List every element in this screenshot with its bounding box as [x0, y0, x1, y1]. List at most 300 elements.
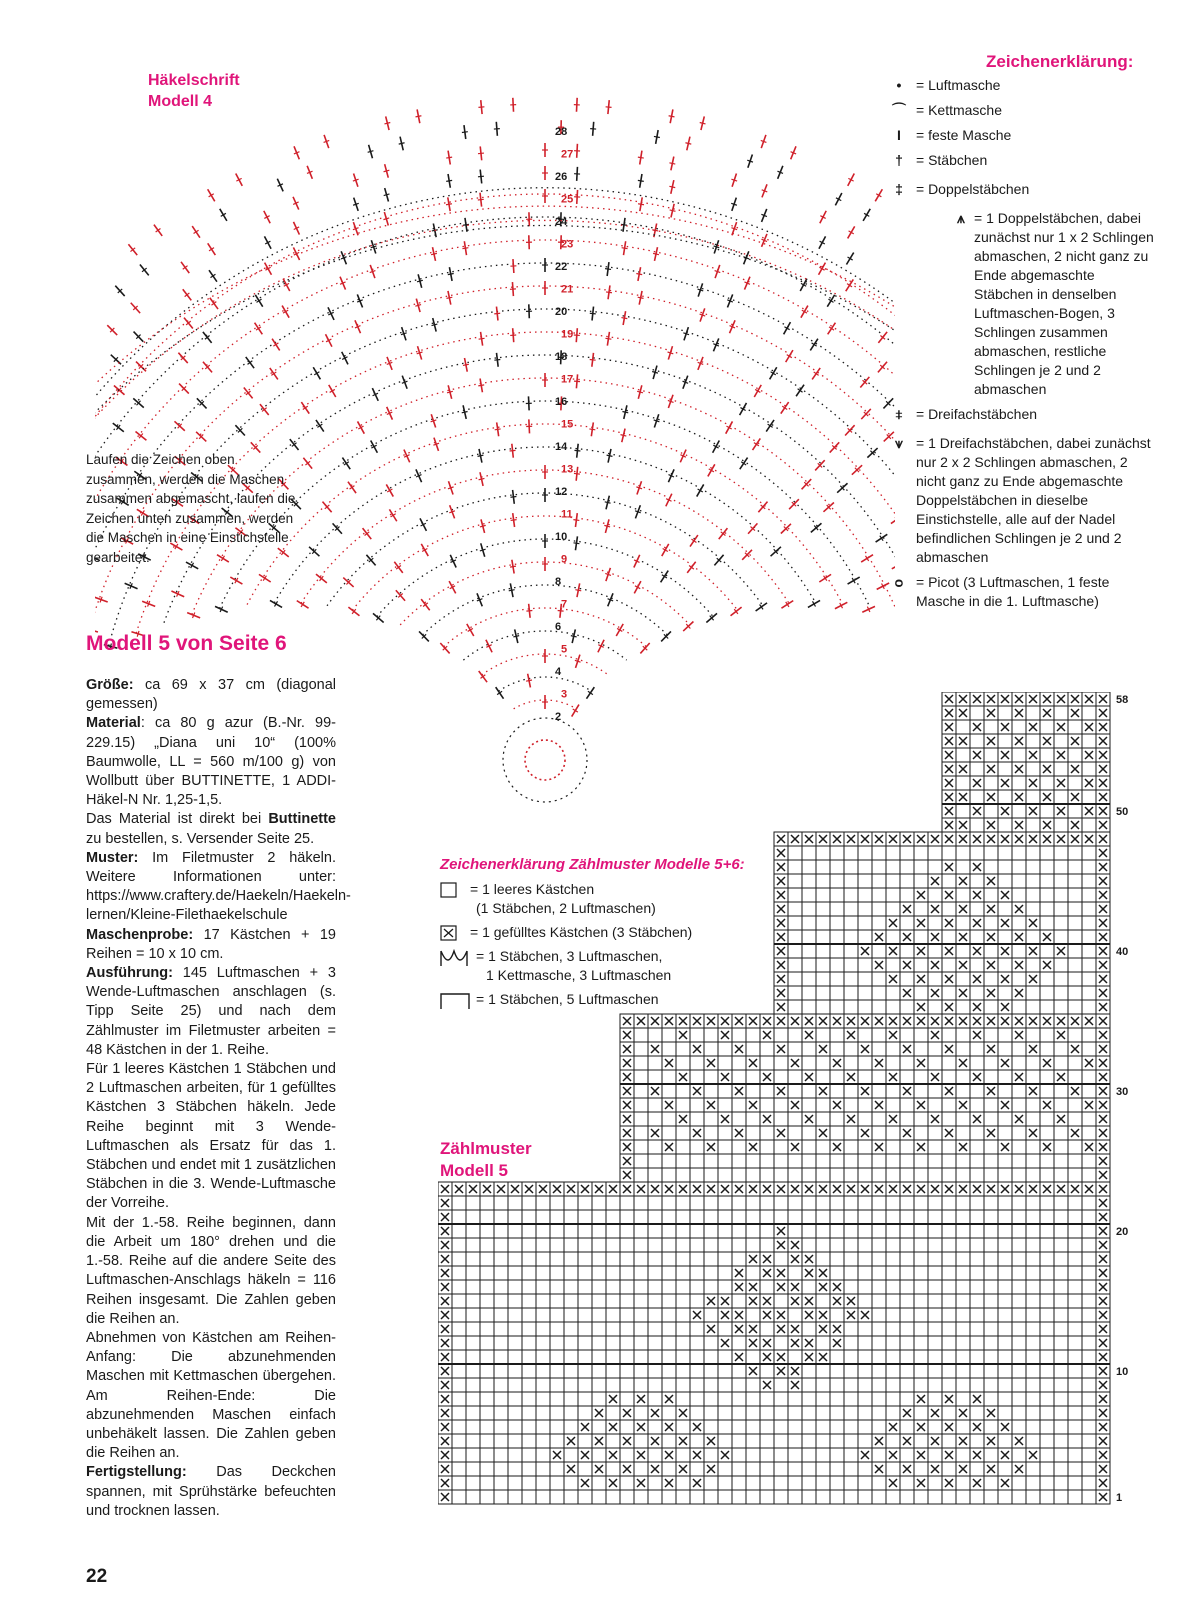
filled-cell-mark [959, 961, 967, 969]
grid-cell [746, 1266, 760, 1280]
grid-cell [1082, 1462, 1096, 1476]
grid-cell [984, 748, 998, 762]
filled-cell-mark [987, 905, 995, 913]
grid-cell [536, 1392, 550, 1406]
grid-cell [578, 1210, 592, 1224]
grid-cell [914, 1070, 928, 1084]
grid-cell [746, 1126, 760, 1140]
stitch-bar [653, 253, 659, 254]
filled-cell-mark [721, 1185, 729, 1193]
grid-cell [480, 1378, 494, 1392]
filled-cell-mark [1001, 1101, 1009, 1109]
grid-cell [984, 1308, 998, 1322]
grid-cell [914, 1154, 928, 1168]
round-number: 26 [555, 171, 568, 183]
grid-cell [844, 1098, 858, 1112]
grid-cell [816, 888, 830, 902]
filled-cell-mark [1015, 1115, 1023, 1123]
grid-cell [676, 1168, 690, 1182]
filled-cell-mark [1057, 1115, 1065, 1123]
grid-cell [830, 972, 844, 986]
filled-cell-mark [637, 1451, 645, 1459]
filled-cell-mark [847, 1311, 855, 1319]
grid-cell [816, 1392, 830, 1406]
grid-cell [844, 1196, 858, 1210]
grid-cell [522, 1210, 536, 1224]
grid-cell [452, 1266, 466, 1280]
grid-cell [802, 1490, 816, 1504]
grid-cell [1082, 1350, 1096, 1364]
grid-cell [886, 1042, 900, 1056]
grid-cell [550, 1308, 564, 1322]
grid-cell [858, 930, 872, 944]
grid-cell [480, 1210, 494, 1224]
grid-cell [928, 1252, 942, 1266]
grid-cell [508, 1378, 522, 1392]
filled-cell-mark [945, 863, 953, 871]
grid-cell [1026, 1154, 1040, 1168]
filled-cell-mark [777, 891, 785, 899]
round-number: 11 [561, 508, 573, 521]
grid-cell [1040, 804, 1054, 818]
filled-cell-mark [959, 695, 967, 703]
filled-cell-mark [945, 947, 953, 955]
grid-cell [928, 1448, 942, 1462]
grid-cell [1068, 1098, 1082, 1112]
grid-cell [886, 1098, 900, 1112]
grid-cell [690, 1266, 704, 1280]
grid-cell [1054, 818, 1068, 832]
grid-cell [508, 1406, 522, 1420]
grid-cell [1026, 1420, 1040, 1434]
grid-cell [1054, 1336, 1068, 1350]
grid-cell [830, 1042, 844, 1056]
stitch-bar [463, 364, 469, 365]
filled-cell-mark [861, 1311, 869, 1319]
grid-cell [844, 930, 858, 944]
grid-cell [914, 1210, 928, 1224]
grid-cell [956, 1042, 970, 1056]
filled-cell-mark [875, 1017, 883, 1025]
treble-cluster-icon: ⩚ [957, 210, 965, 226]
filled-cell-mark [973, 975, 981, 983]
filled-cell-mark [441, 1437, 449, 1445]
filled-cell-mark [791, 1283, 799, 1291]
grid-cell [886, 1084, 900, 1098]
grid-cell [788, 1406, 802, 1420]
grid-cell [634, 1126, 648, 1140]
grid-cell [774, 1490, 788, 1504]
filled-cell-mark [861, 947, 869, 955]
grid-cell [774, 1476, 788, 1490]
grid-cell [1082, 1280, 1096, 1294]
grid-cell [1082, 1434, 1096, 1448]
grid-cell [970, 1434, 984, 1448]
grid-cell [662, 1294, 676, 1308]
filled-cell-mark [1099, 765, 1107, 773]
filled-cell-mark [861, 1451, 869, 1459]
grid-cell [466, 1490, 480, 1504]
filled-cell-mark [805, 1031, 813, 1039]
grid-cell [830, 1490, 844, 1504]
grid-cell [858, 1476, 872, 1490]
grid-cell [1040, 1322, 1054, 1336]
grid-cell [844, 1420, 858, 1434]
grid-cell [676, 1140, 690, 1154]
grid-cell [830, 874, 844, 888]
grid-cell [662, 1154, 676, 1168]
filled-cell-mark [987, 1185, 995, 1193]
filled-cell-mark [441, 1493, 449, 1501]
grid-cell [816, 1098, 830, 1112]
filled-cell-mark [553, 1185, 561, 1193]
grid-cell [690, 1056, 704, 1070]
grid-cell [648, 1364, 662, 1378]
grid-cell [788, 916, 802, 930]
grid-cell [970, 1098, 984, 1112]
grid-cell [858, 1490, 872, 1504]
grid-cell [592, 1476, 606, 1490]
grid-cell [1082, 1000, 1096, 1014]
grid-cell [1040, 1490, 1054, 1504]
grid-cell [578, 1490, 592, 1504]
grid-cell [970, 1322, 984, 1336]
grid-cell [634, 1098, 648, 1112]
filled-cell-mark [861, 835, 869, 843]
grid-cell [606, 1364, 620, 1378]
grid-cell [732, 1210, 746, 1224]
grid-cell [900, 888, 914, 902]
grid-cell [788, 972, 802, 986]
filled-cell-mark [833, 1283, 841, 1291]
filled-cell-mark [693, 1129, 701, 1137]
filled-cell-mark [791, 1367, 799, 1375]
filled-cell-mark [665, 1059, 673, 1067]
grid-cell [816, 1140, 830, 1154]
grid-cell [802, 944, 816, 958]
grid-cell [872, 1322, 886, 1336]
row-label: 58 [1116, 694, 1129, 706]
grid-cell [494, 1420, 508, 1434]
grid-cell [788, 944, 802, 958]
grid-cell [732, 1476, 746, 1490]
filled-cell-mark [777, 1045, 785, 1053]
stitch-bar [636, 273, 642, 274]
grid-cell [480, 1196, 494, 1210]
grid-cell [676, 1350, 690, 1364]
grid-cell [732, 1462, 746, 1476]
grid-cell [494, 1252, 508, 1266]
grid-cell [690, 1168, 704, 1182]
filled-cell-mark [931, 989, 939, 997]
grid-cell [914, 1336, 928, 1350]
grid-cell [676, 1238, 690, 1252]
grid-cell [648, 1448, 662, 1462]
grid-cell [466, 1392, 480, 1406]
filled-cell-mark [497, 1185, 505, 1193]
grid-cell [648, 1322, 662, 1336]
grid-cell [830, 1126, 844, 1140]
grid-cell [578, 1308, 592, 1322]
grid-cell [676, 1126, 690, 1140]
filled-cell-mark [1043, 1143, 1051, 1151]
filled-cell-mark [749, 1297, 757, 1305]
grid-cell [830, 1406, 844, 1420]
grid-cell [746, 1490, 760, 1504]
grid-cell [1040, 916, 1054, 930]
stitch-bar [384, 170, 390, 172]
filled-cell-mark [833, 1297, 841, 1305]
grid-cell [802, 1364, 816, 1378]
grid-cell [984, 916, 998, 930]
grid-cell [550, 1294, 564, 1308]
grid-cell [508, 1448, 522, 1462]
grid-cell [998, 1154, 1012, 1168]
grid-cell [984, 1448, 998, 1462]
grid-cell [970, 1378, 984, 1392]
grid-cell [788, 1028, 802, 1042]
grid-cell [802, 888, 816, 902]
grid-cell [1040, 902, 1054, 916]
grid-cell [886, 888, 900, 902]
grid-cell [452, 1364, 466, 1378]
row-label: 20 [1116, 1226, 1129, 1238]
filled-cell-mark [483, 1185, 491, 1193]
grid-cell [718, 1224, 732, 1238]
filled-cell-mark [1099, 1311, 1107, 1319]
grid-cell [830, 1308, 844, 1322]
grid-cell [676, 1308, 690, 1322]
grid-cell [620, 1308, 634, 1322]
grid-cell [1054, 1126, 1068, 1140]
grid-cell [704, 1168, 718, 1182]
filled-cell-mark [1071, 709, 1079, 717]
filled-cell-mark [931, 1465, 939, 1473]
filled-cell-mark [945, 695, 953, 703]
filled-cell-mark [511, 1185, 519, 1193]
grid-cell [942, 1336, 956, 1350]
grid-cell [970, 1252, 984, 1266]
grid-cell [914, 1238, 928, 1252]
round-number: 2 [555, 711, 562, 723]
grid-cell [452, 1448, 466, 1462]
grid-cell [1082, 1266, 1096, 1280]
grid-cell [984, 846, 998, 860]
grid-cell [802, 1224, 816, 1238]
filled-cell-mark [1015, 989, 1023, 997]
grid-cell [872, 1378, 886, 1392]
grid-cell [564, 1266, 578, 1280]
filled-cell-mark [651, 1045, 659, 1053]
filled-cell-mark [987, 1045, 995, 1053]
grid-cell [1068, 1378, 1082, 1392]
grid-cell [690, 1252, 704, 1266]
grid-cell [1054, 888, 1068, 902]
filled-cell-mark [763, 1017, 771, 1025]
grid-cell [1012, 1210, 1026, 1224]
filled-cell-mark [973, 1185, 981, 1193]
round-number: 27 [561, 148, 574, 161]
filled-cell-mark [1001, 1185, 1009, 1193]
grid-cell [788, 1476, 802, 1490]
filled-cell-mark [763, 1255, 771, 1263]
grid-cell [494, 1266, 508, 1280]
grid-cell [900, 1308, 914, 1322]
filled-cell-mark [1015, 793, 1023, 801]
grid-cell [508, 1196, 522, 1210]
grid-cell [970, 1490, 984, 1504]
filled-cell-mark [1099, 1171, 1107, 1179]
grid-cell [634, 1056, 648, 1070]
grid-cell [984, 1140, 998, 1154]
grid-cell [1040, 1042, 1054, 1056]
filled-cell-mark [973, 807, 981, 815]
grid-cell [970, 1350, 984, 1364]
filled-cell-mark [973, 695, 981, 703]
filled-cell-mark [1099, 793, 1107, 801]
stitch-bar [638, 157, 644, 158]
filled-cell-mark [1099, 1437, 1107, 1445]
grid-cell [760, 1448, 774, 1462]
grid-cells [438, 692, 1110, 1504]
grid-cell [1012, 1168, 1026, 1182]
grid-cell [928, 1238, 942, 1252]
grid-cell [1054, 1056, 1068, 1070]
filled-cell-mark [931, 1185, 939, 1193]
grid-cell [732, 1168, 746, 1182]
grid-cell [942, 1098, 956, 1112]
grid-cell [648, 1476, 662, 1490]
filled-cell-mark [623, 1465, 631, 1473]
grid-cell [662, 1266, 676, 1280]
grid-cell [746, 1224, 760, 1238]
grid-cell [928, 972, 942, 986]
stitch-bar [685, 143, 691, 144]
grid-cell [1054, 1462, 1068, 1476]
filled-cell-mark [1029, 919, 1037, 927]
grid-cell [1026, 1238, 1040, 1252]
filled-cell-mark [917, 1423, 925, 1431]
grid-cell [844, 1224, 858, 1238]
filled-cell-mark [665, 1143, 673, 1151]
grid-cell [788, 1070, 802, 1084]
grid-cell [844, 1476, 858, 1490]
grid-cell [900, 846, 914, 860]
grid-cell [662, 1280, 676, 1294]
grid-cell [1068, 916, 1082, 930]
filled-cell-mark [917, 1479, 925, 1487]
filled-cell-mark [623, 1073, 631, 1081]
grid-cell [774, 1028, 788, 1042]
grid-cell [578, 1336, 592, 1350]
grid-cell [1040, 1406, 1054, 1420]
filled-cell-mark [1015, 905, 1023, 913]
grid-cell [690, 1364, 704, 1378]
grid-cell [774, 1140, 788, 1154]
round-arc [192, 378, 895, 614]
grid-cell [900, 1266, 914, 1280]
grid-cell [676, 1154, 690, 1168]
grid-cell [536, 1490, 550, 1504]
filled-cell-mark [441, 1255, 449, 1263]
filled-cell-mark [987, 793, 995, 801]
grid-cell [858, 1378, 872, 1392]
grid-cell [494, 1308, 508, 1322]
filled-cell-mark [1015, 933, 1023, 941]
filled-cell-mark [1071, 1129, 1079, 1137]
grid-cell [984, 1420, 998, 1434]
filled-cell-mark [455, 1185, 463, 1193]
filled-cell-mark [931, 933, 939, 941]
grid-legend-title: Zeichenerklärung Zählmuster Modelle 5+6: [440, 856, 745, 873]
grid-cell [872, 1084, 886, 1098]
grid-cell [760, 1322, 774, 1336]
grid-cell [1040, 1350, 1054, 1364]
grid-cell [620, 1252, 634, 1266]
filled-cell-mark [1043, 1017, 1051, 1025]
grid-cell [928, 1084, 942, 1098]
filled-cell-mark [441, 1325, 449, 1333]
grid-cell [802, 1000, 816, 1014]
grid-cell [1026, 902, 1040, 916]
filet-grid-chart [438, 692, 1138, 1512]
grid-cell [844, 986, 858, 1000]
grid-cell [942, 1252, 956, 1266]
filled-cell-mark [1099, 1199, 1107, 1207]
stitch-bar [494, 359, 500, 360]
grid-cell [900, 1350, 914, 1364]
filled-cell-mark [777, 989, 785, 997]
grid-cell [802, 1280, 816, 1294]
grid-cell [1012, 1042, 1026, 1056]
grid-cell [1026, 1112, 1040, 1126]
grid-cell [508, 1252, 522, 1266]
grid-cell [844, 1364, 858, 1378]
grid-cell [746, 1308, 760, 1322]
grid-cell [620, 1364, 634, 1378]
grid-cell [634, 1280, 648, 1294]
stitch-bar [526, 611, 532, 612]
grid-cell [1054, 1238, 1068, 1252]
grid-cell [466, 1238, 480, 1252]
grid-cell [872, 874, 886, 888]
filled-cell-mark [973, 1017, 981, 1025]
filled-cell-mark [1071, 1017, 1079, 1025]
grid-cell [578, 1224, 592, 1238]
filled-cell-mark [721, 1311, 729, 1319]
stitch-bar [669, 186, 675, 187]
filled-cell-mark [441, 1395, 449, 1403]
filled-cell-mark [1099, 1143, 1107, 1151]
filled-cell-mark [1099, 877, 1107, 885]
filled-cell-mark [1001, 1143, 1009, 1151]
grid-cell [928, 888, 942, 902]
grid-cell [1040, 1448, 1054, 1462]
filled-cell-mark [889, 1185, 897, 1193]
filled-cell-mark [1001, 835, 1009, 843]
grid-cell [1040, 888, 1054, 902]
grid-cell [788, 1126, 802, 1140]
stitch-bar [654, 136, 660, 137]
filled-cell-mark [707, 1325, 715, 1333]
grid-cell [690, 1224, 704, 1238]
grid-cell [844, 1434, 858, 1448]
grid-cell [1054, 958, 1068, 972]
grid-cell [494, 1476, 508, 1490]
grid-cell [746, 1406, 760, 1420]
grid-cell [550, 1280, 564, 1294]
grid-cell [1040, 1210, 1054, 1224]
